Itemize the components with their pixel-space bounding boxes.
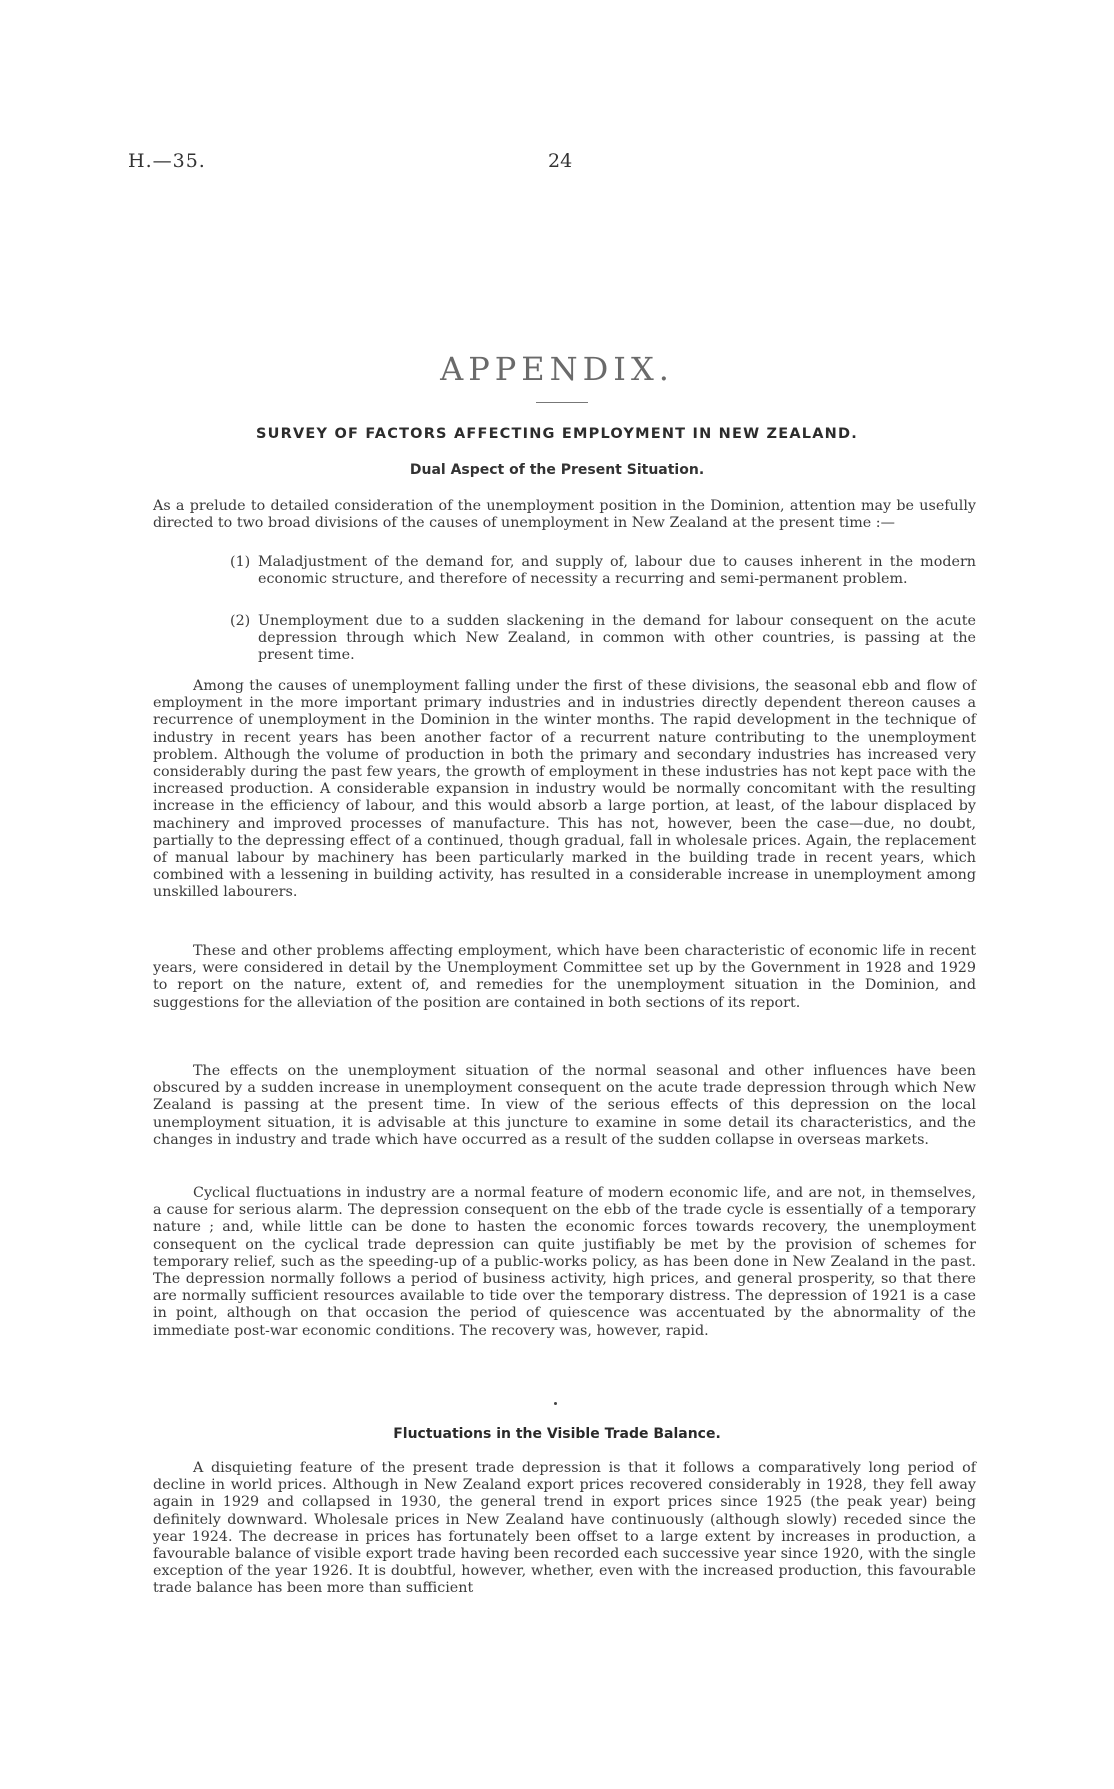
paragraph-text: The effects on the unemployment situation of the normal seasonal and other influences have been obscured by a sudden increase in unemployment consequent on the acute trade depression through which New Zealand is passing at the present time. In view of the serious effects of this depression on the local unemployment situation, it is advisable at this juncture to examine in some detail its characteristics, and the changes in industry and trade which have occurred as a result of the sudden collapse in overseas markets. <box>153 1063 976 1148</box>
list-item <box>230 554 976 588</box>
document-reference: H.—35. <box>128 150 206 172</box>
section-heading-dual-aspect: Dual Aspect of the Present Situation. <box>409 462 705 478</box>
survey-heading: SURVEY OF FACTORS AFFECTING EMPLOYMENT IN NEW ZEALAND. <box>256 426 858 442</box>
intro-text: As a prelude to detailed consideration of the unemployment position in the Dominion, attention may be usefully directed to two broad divisions of the causes of unemployment in New Zealand at the present time :— <box>153 498 976 532</box>
list-item-text: Unemployment due to a sudden slackening in the demand for labour consequent on the acute depression through which New Zealand, in common with other countries, is passing at the present time. <box>258 613 976 664</box>
section-heading-trade-balance: Fluctuations in the Visible Trade Balance. <box>393 1426 721 1442</box>
body-paragraph <box>153 1063 976 1149</box>
page-title: APPENDIX. <box>440 350 674 388</box>
page-number: 24 <box>548 150 573 172</box>
paragraph-text: Cyclical fluctuations in industry are a normal feature of modern economic life, and are not, in themselves, a cause for serious alarm. The depression consequent on the ebb of the trade cycle is essentially of a temporary nature ; and, while little can be done to hasten the economic forces towards recovery, the unemployment consequent on the cyclical trade depression can quite justifiably be met by the provision of schemes for temporary relief, such as the speeding-up of a public-works policy, as has been done in New Zealand in the past. The depression normally follows a period of business activity, high prices, and general prosperity, so that there are normally sufficient resources available to tide over the temporary distress. The depression of 1921 is a case in point, although on that occasion the period of quiescence was accentuated by the abnormality of the immediate post-war economic conditions. The recovery was, however, rapid. <box>153 1185 976 1339</box>
body-paragraph <box>153 1185 976 1340</box>
paragraph-text: Among the causes of unemployment falling under the first of these divisions, the seasonal ebb and flow of employment in the more important primary industries and in industries directly dependent thereon causes a recurrence of unemployment in the Dominion in the winter months. The rapid development in the technique of industry in recent years has been another factor of a recurrent nature contributing to the unemployment problem. Although the volume of production in both the primary and secondary industries has increased very considerably during the past few years, the growth of employment in these industries has not kept pace with the increased production. A considerable expansion in industry would be normally concomitant with the resulting increase in the efficiency of labour, and this would absorb a large portion, at least, of the labour displaced by machinery and improved processes of manufacture. This has not, however, been the case—due, no doubt, partially to the depressing effect of a continued, though gradual, fall in wholesale prices. Again, the replacement of manual labour by machinery has been particularly marked in the building trade in recent years, which combined with a lessening in building activity, has resulted in a considerable increase in unemployment among unskilled labourers. <box>153 678 976 901</box>
title-divider <box>536 402 588 403</box>
body-paragraph <box>153 1460 976 1598</box>
intro-paragraph <box>153 498 976 532</box>
body-paragraph <box>153 678 976 902</box>
list-item-number: (2) <box>230 613 251 629</box>
decorative-dot <box>554 1402 557 1405</box>
body-paragraph <box>153 943 976 1012</box>
paragraph-text: A disquieting feature of the present trade depression is that it follows a comparatively long period of decline in world prices. Although in New Zealand export prices recovered considerably in 1928, they fell away again in 1929 and collapsed in 1930, the general trend in export prices since 1925 (the peak year) being definitely downward. Wholesale prices in New Zealand have continuously (although slowly) receded since the year 1924. The decrease in prices has fortunately been offset to a large extent by increases in production, a favourable balance of visible export trade having been recorded each successive year since 1920, with the single exception of the year 1926. It is doubtful, however, whether, even with the increased production, this favourable trade balance has been more than sufficient <box>153 1460 976 1597</box>
paragraph-text: These and other problems affecting employment, which have been characteristic of economic life in recent years, were considered in detail by the Unemployment Committee set up by the Government in 1928 and 1929 to report on the nature, extent of, and remedies for the unemployment situation in the Dominion, and suggestions for the alleviation of the position are contained in both sections of its report. <box>153 943 976 1011</box>
list-item-number: (1) <box>230 554 251 570</box>
list-item-text: Maladjustment of the demand for, and supply of, labour due to causes inherent in the modern economic structure, and therefore of necessity a recurring and semi-permanent problem. <box>258 554 976 588</box>
list-item <box>230 613 976 665</box>
